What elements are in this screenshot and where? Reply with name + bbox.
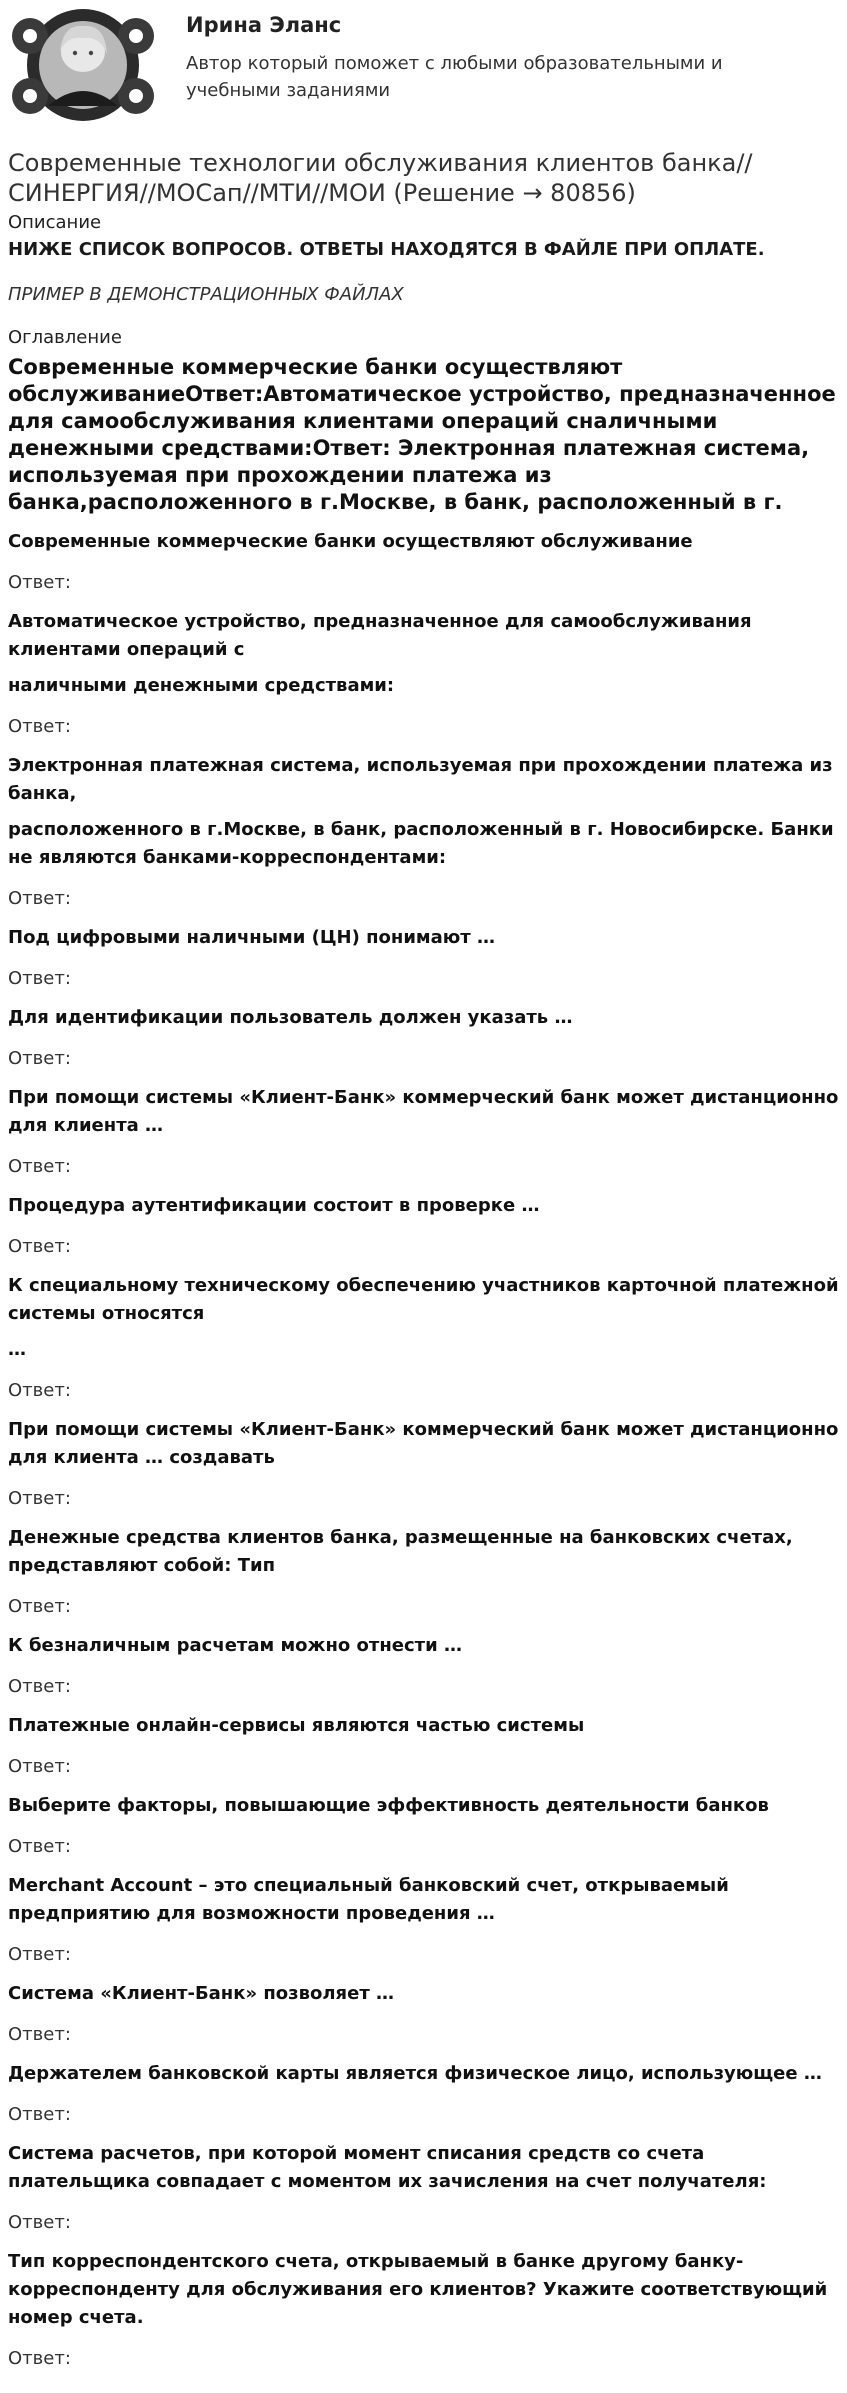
avatar-film-reel-image <box>8 6 158 124</box>
question-item: При помощи системы «Клиент-Банк» коммерческий банк может дистанционно для клиента … создавать <box>8 1419 839 1468</box>
question-item: Автоматическое устройство, предназначенное для самообслуживания клиентами операций с <box>8 611 752 660</box>
author-description: Автор который поможет с любыми образовательными и учебными заданиями <box>186 53 723 101</box>
author-name[interactable]: Ирина Эланс <box>186 13 342 37</box>
answer-label: Ответ: <box>8 1676 71 1697</box>
question-item: К специальному техническому обеспечению участников карточной платежной системы относятся <box>8 1275 839 1324</box>
toc-text: Современные коммерческие банки осуществляют обслуживаниеОтвет:Автоматическое устройство, предназначенное для самообслуживания клиентами операций сналичными денежными средствами:Ответ: Электронная платежная система, используемая при прохождении платежа из банка,расположенного в г.Москве, в банк, расположенный в г. <box>8 355 836 514</box>
answer-label: Ответ: <box>8 2024 71 2045</box>
question-item: Для идентификации пользователь должен указать … <box>8 1007 573 1028</box>
answer-label: Ответ: <box>8 716 71 737</box>
answer-label: Ответ: <box>8 2348 71 2369</box>
question-item: Тип корреспондентского счета, открываемый в банке другому банку-корреспонденту для обслуживания его клиентов? Укажите соответствующий номер счета. <box>8 2251 828 2328</box>
answer-label: Ответ: <box>8 2104 71 2125</box>
answer-label: Ответ: <box>8 1756 71 1777</box>
answer-label: Ответ: <box>8 2212 71 2233</box>
question-item: Платежные онлайн-сервисы являются частью системы <box>8 1715 585 1736</box>
question-list <box>0 528 847 2372</box>
answer-label: Ответ: <box>8 1836 71 1857</box>
demo-note: ПРИМЕР В ДЕМОНСТРАЦИОННЫХ ФАЙЛАХ <box>8 284 404 305</box>
question-item: Выберите факторы, повышающие эффективность деятельности банков <box>8 1795 769 1816</box>
answer-label: Ответ: <box>8 572 71 593</box>
answer-label: Ответ: <box>8 1596 71 1617</box>
question-item: Под цифровыми наличными (ЦН) понимают … <box>8 927 495 948</box>
question-item: наличными денежными средствами: <box>8 675 395 696</box>
question-item: Merchant Account – это специальный банковский счет, открываемый предприятию для возможности проведения … <box>8 1875 729 1924</box>
answer-label: Ответ: <box>8 1156 71 1177</box>
author-avatar[interactable] <box>8 6 158 124</box>
answer-label: Ответ: <box>8 1944 71 1965</box>
question-item: … <box>8 1339 26 1360</box>
question-item: Держателем банковской карты является физическое лицо, использующее … <box>8 2063 822 2084</box>
question-item: Система «Клиент-Банк» позволяет … <box>8 1983 395 2004</box>
question-item: Электронная платежная система, используемая при прохождении платежа из банка, <box>8 755 833 804</box>
toc-label: Оглавление <box>8 327 122 348</box>
answer-label: Ответ: <box>8 1488 71 1509</box>
answer-label: Ответ: <box>8 888 71 909</box>
notice-text: НИЖЕ СПИСОК ВОПРОСОВ. ОТВЕТЫ НАХОДЯТСЯ В ФАЙЛЕ ПРИ ОПЛАТЕ. <box>8 239 765 260</box>
question-item: К безналичным расчетам можно отнести … <box>8 1635 462 1656</box>
answer-label: Ответ: <box>8 1380 71 1401</box>
author-card <box>0 0 847 140</box>
answer-label: Ответ: <box>8 968 71 989</box>
description-label: Описание <box>8 212 102 233</box>
question-item: При помощи системы «Клиент-Банк» коммерческий банк может дистанционно для клиента … <box>8 1087 839 1136</box>
work-title: Современные технологии обслуживания клиентов банка//СИНЕРГИЯ//МОСап//МТИ//МОИ (Решение → 80856) <box>8 149 753 207</box>
answer-label: Ответ: <box>8 1048 71 1069</box>
question-item: расположенного в г.Москве, в банк, расположенный в г. Новосибирске. Банки не являются банками-корреспондентами: <box>8 819 834 868</box>
question-item: Процедура аутентификации состоит в проверке … <box>8 1195 540 1216</box>
answer-label: Ответ: <box>8 1236 71 1257</box>
question-item: Денежные средства клиентов банка, размещенные на банковских счетах, представляют собой: Тип <box>8 1527 793 1576</box>
question-item: Современные коммерческие банки осуществляют обслуживание <box>8 531 693 552</box>
question-item: Система расчетов, при которой момент списания средств со счета плательщика совпадает с моментом их зачисления на счет получателя: <box>8 2143 767 2192</box>
